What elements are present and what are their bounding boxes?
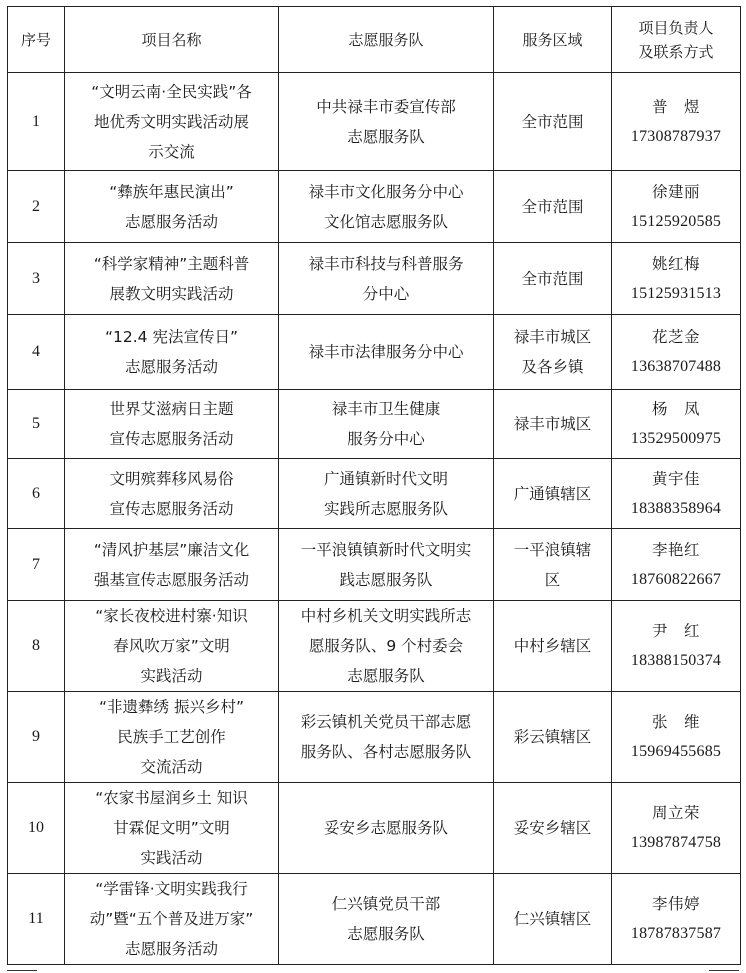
team-name-line: 分中心 (362, 284, 410, 303)
cell-team (279, 529, 494, 601)
contact-phone: 18388358964 (630, 499, 722, 517)
team-name-line: 妥安乡志愿服务队 (323, 819, 448, 837)
cell-area (494, 315, 612, 390)
area-line: 一平浪镇辖 (513, 540, 592, 559)
cell-project (65, 692, 279, 783)
project-name-line: 强基宣传志愿服务活动 (93, 570, 249, 589)
contact-phone: 15125931513 (630, 284, 722, 302)
table-row (8, 315, 741, 390)
table-row (8, 529, 741, 601)
contact-phone: 15969455685 (630, 743, 722, 760)
project-name-line: “农家书屋润乡土 知识 (95, 789, 248, 807)
cell-seq: 1 (8, 73, 65, 171)
project-name-line: “非遗彝绣 振兴乡村” (99, 698, 244, 716)
cell-area (494, 459, 612, 529)
header-seq: 序号 (8, 7, 65, 73)
cell-seq: 9 (8, 692, 65, 783)
cell-project (65, 601, 279, 692)
cell-seq: 4 (8, 315, 65, 390)
table-row (8, 459, 741, 529)
cell-seq: 8 (8, 601, 65, 692)
cell-project (65, 171, 279, 243)
team-name-line: 践志愿服务队 (339, 570, 433, 589)
area-line: 禄丰市城区 (513, 328, 592, 346)
contact-name: 花芝金 (651, 328, 700, 346)
contact-name: 黄宇佳 (651, 469, 700, 488)
contact-name: 尹 红 (651, 622, 700, 640)
project-name-line: 地优秀文明实践活动展 (93, 112, 249, 131)
cell-team (279, 315, 494, 390)
cell-seq: 3 (8, 243, 65, 315)
team-name-line: 彩云镇机关党员干部志愿 (300, 713, 472, 731)
contact-name: 普 煜 (651, 97, 700, 116)
table-row (8, 390, 741, 459)
cell-seq: 5 (8, 390, 65, 459)
project-name-line: “科学家精神”主题科普 (93, 254, 250, 273)
project-name-line: 宣传志愿服务活动 (109, 499, 234, 518)
team-name-line: 禄丰市法律服务分中心 (308, 343, 464, 361)
cell-team (279, 73, 494, 171)
cell-project (65, 315, 279, 390)
cell-project (65, 243, 279, 315)
cell-contact (612, 171, 741, 243)
cell-area (494, 692, 612, 783)
cell-team (279, 459, 494, 529)
team-name-line: 服务队、各村志愿服务队 (300, 743, 472, 761)
table-row (8, 73, 741, 171)
cell-team (279, 692, 494, 783)
cell-area (494, 390, 612, 459)
project-name-line: “12.4 宪法宣传日” (105, 328, 238, 346)
team-name-line: 广通镇新时代文明 (323, 469, 448, 488)
header-contact-line2: 及联系方式 (638, 42, 714, 61)
team-name-line: 志愿服务队 (347, 667, 425, 685)
table-header-row (8, 7, 741, 73)
cell-area (494, 243, 612, 315)
team-name-line: 一平浪镇镇新时代文明实 (300, 540, 472, 559)
contact-phone: 15125920585 (630, 212, 722, 230)
area-line: 彩云镇辖区 (513, 728, 592, 746)
cell-project (65, 783, 279, 874)
contact-name: 姚红梅 (651, 254, 700, 273)
area-line: 中村乡辖区 (513, 637, 592, 655)
area-line: 区 (544, 570, 561, 589)
cell-project (65, 874, 279, 965)
project-name-line: 志愿服务活动 (124, 940, 218, 958)
project-name-line: “家长夜校进村寨·知识 (95, 607, 248, 625)
team-name-line: 实践所志愿服务队 (323, 499, 448, 518)
team-name-line: 禄丰市卫生健康 (331, 400, 441, 418)
cell-team (279, 601, 494, 692)
project-name-line: 志愿服务活动 (124, 358, 218, 376)
team-name-line: 愿服务队、9 个村委会 (308, 637, 464, 655)
project-name-line: 实践活动 (140, 849, 203, 867)
contact-phone: 18388150374 (630, 652, 722, 669)
contact-phone: 13529500975 (630, 430, 722, 447)
project-name-line: “文明云南·全民实践”各 (91, 82, 252, 101)
cell-team (279, 783, 494, 874)
contact-phone: 18787837587 (630, 925, 722, 942)
cell-contact (612, 390, 741, 459)
table-row (8, 692, 741, 783)
project-name-line: “清风护基层”廉洁文化 (93, 540, 250, 559)
project-name-line: 交流活动 (140, 758, 203, 776)
project-name-line: 展教文明实践活动 (109, 284, 234, 303)
cell-contact (612, 459, 741, 529)
header-team: 志愿服务队 (279, 7, 494, 73)
project-name-line: 志愿服务活动 (124, 212, 218, 231)
cell-team (279, 390, 494, 459)
cell-project (65, 459, 279, 529)
cell-area (494, 171, 612, 243)
project-name-line: 春风吹万家”文明 (113, 637, 230, 655)
cell-contact (612, 529, 741, 601)
contact-name: 徐建丽 (651, 182, 700, 201)
project-name-line: 示交流 (148, 142, 195, 161)
cell-seq: 7 (8, 529, 65, 601)
cell-contact (612, 601, 741, 692)
cell-project (65, 529, 279, 601)
cell-project (65, 390, 279, 459)
team-name-line: 服务分中心 (347, 430, 425, 448)
project-name-line: “学雷锋·文明实践我行 (95, 880, 248, 898)
cell-contact (612, 692, 741, 783)
team-name-line: 禄丰市文化服务分中心 (308, 182, 464, 201)
volunteer-projects-table (7, 6, 741, 965)
project-name-line: 甘霖促文明”文明 (113, 819, 230, 837)
area-line: 全市范围 (521, 197, 584, 216)
table-row (8, 783, 741, 874)
team-name-line: 中共禄丰市委宣传部 (316, 97, 456, 116)
contact-name: 杨 凤 (651, 400, 700, 418)
area-line: 及各乡镇 (521, 358, 584, 376)
project-name-line: “彝族年惠民演出” (109, 182, 234, 201)
corner-mark-right (709, 970, 739, 971)
table-row (8, 874, 741, 965)
cell-contact (612, 73, 741, 171)
cell-seq: 10 (8, 783, 65, 874)
project-name-line: 实践活动 (140, 667, 203, 685)
area-line: 禄丰市城区 (513, 415, 592, 433)
contact-name: 李伟婷 (651, 895, 700, 913)
cell-seq: 2 (8, 171, 65, 243)
team-name-line: 仁兴镇党员干部 (331, 895, 441, 913)
cell-area (494, 874, 612, 965)
cell-seq: 11 (8, 874, 65, 965)
contact-phone: 13638707488 (630, 358, 722, 375)
team-name-line: 文化馆志愿服务队 (323, 212, 448, 231)
project-name-line: 民族手工艺创作 (117, 728, 226, 746)
area-line: 广通镇辖区 (513, 484, 592, 503)
project-name-line: 世界艾滋病日主题 (109, 400, 234, 418)
header-contact (612, 7, 741, 73)
area-line: 全市范围 (521, 112, 584, 131)
cell-team (279, 171, 494, 243)
contact-name: 张 维 (651, 713, 700, 731)
cell-area (494, 601, 612, 692)
corner-mark-left (7, 970, 37, 971)
cell-area (494, 529, 612, 601)
area-line: 妥安乡辖区 (513, 819, 592, 837)
table-row (8, 243, 741, 315)
contact-name: 周立荣 (651, 804, 700, 822)
contact-phone: 18760822667 (630, 570, 722, 588)
contact-phone: 17308787937 (630, 127, 722, 145)
project-name-line: 动”暨“五个普及进万家” (89, 910, 254, 928)
cell-contact (612, 874, 741, 965)
table-row (8, 171, 741, 243)
contact-name: 李艳红 (651, 540, 700, 559)
cell-area (494, 783, 612, 874)
cell-contact (612, 783, 741, 874)
team-name-line: 禄丰市科技与科普服务 (308, 254, 464, 273)
area-line: 全市范围 (521, 269, 584, 288)
contact-phone: 13987874758 (630, 834, 722, 851)
header-contact-line1: 项目负责人 (638, 18, 714, 37)
team-name-line: 中村乡机关文明实践所志 (300, 607, 472, 625)
team-name-line: 志愿服务队 (347, 127, 425, 146)
header-project: 项目名称 (65, 7, 279, 73)
team-name-line: 志愿服务队 (347, 925, 425, 943)
project-name-line: 文明殡葬移风易俗 (109, 469, 234, 488)
cell-contact (612, 243, 741, 315)
cell-team (279, 243, 494, 315)
area-line: 仁兴镇辖区 (513, 910, 592, 928)
cell-team (279, 874, 494, 965)
cell-project (65, 73, 279, 171)
table-row (8, 601, 741, 692)
cell-area (494, 73, 612, 171)
project-name-line: 宣传志愿服务活动 (109, 430, 234, 448)
cell-seq: 6 (8, 459, 65, 529)
cell-contact (612, 315, 741, 390)
header-area: 服务区域 (494, 7, 612, 73)
